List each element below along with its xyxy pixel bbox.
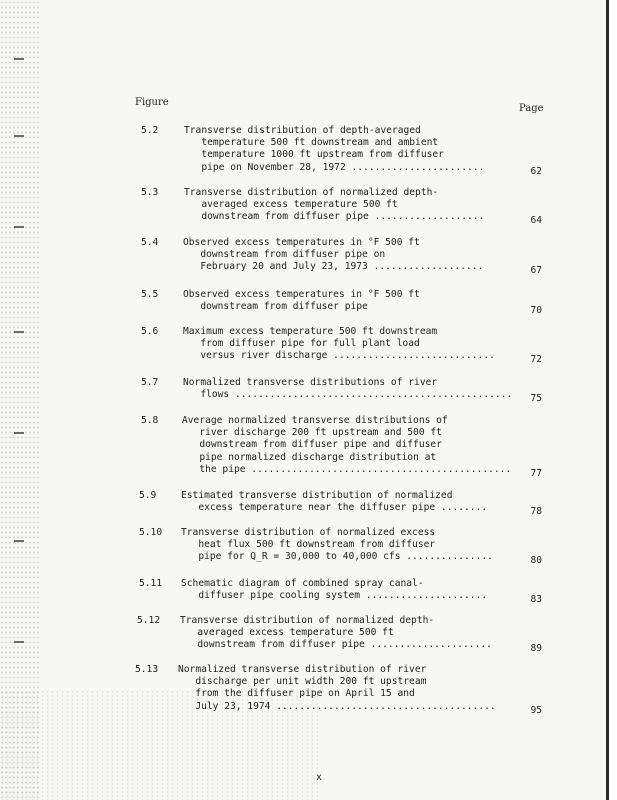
- figure-page-number: 72: [530, 354, 542, 366]
- figure-title-line: Maximum excess temperature 500 ft downstream: [183, 326, 438, 337]
- figure-page-number: 89: [530, 643, 542, 655]
- figure-title-line: heat flux 500 ft downstream from diffuser: [181, 539, 436, 551]
- page-edge-line: [606, 0, 609, 800]
- figure-title-line: pipe on November 28, 1972 .......................: [184, 161, 485, 173]
- figure-number: 5.8: [141, 415, 159, 426]
- figure-title: [183, 289, 420, 313]
- binding-mark: [14, 432, 24, 434]
- binding-mark: [14, 135, 24, 137]
- figure-title-line: pipe normalized discharge distribution at: [182, 451, 437, 463]
- figure-title-line: averaged excess temperature 500 ft: [184, 199, 398, 211]
- figure-number: 5.9: [139, 490, 157, 501]
- figure-number: 5.5: [141, 289, 159, 300]
- figure-title-line: downstream from diffuser pipe .....................: [180, 639, 492, 651]
- figure-page-number: 95: [530, 704, 542, 716]
- figure-title-line: Transverse distribution of depth-averaged: [184, 125, 421, 136]
- figure-title-line: downstream from diffuser pipe and diffuser: [182, 439, 442, 451]
- binding-mark: [14, 58, 24, 60]
- figure-title: [181, 527, 493, 564]
- binding-mark: [14, 641, 24, 643]
- figure-page-number: 67: [530, 265, 542, 277]
- figure-title-line: temperature 1000 ft upstream from diffuser: [184, 149, 444, 161]
- figure-number: 5.2: [141, 125, 159, 136]
- figure-number: 5.7: [141, 377, 159, 388]
- figure-title: [180, 615, 492, 652]
- figure-title-line: Normalized transverse distributions of river: [183, 377, 438, 388]
- figure-title: [182, 415, 511, 476]
- figure-title-line: Estimated transverse distribution of normalized: [181, 490, 453, 501]
- figure-title-line: averaged excess temperature 500 ft: [180, 627, 394, 639]
- figure-title-line: temperature 500 ft downstream and ambient: [184, 137, 439, 149]
- figure-page-number: 64: [530, 215, 542, 227]
- figure-title: [183, 237, 483, 274]
- figure-title-line: Observed excess temperatures in °F 500 ft: [183, 237, 420, 248]
- page-column-header: Page: [519, 103, 544, 114]
- figure-title: [178, 664, 496, 713]
- figure-page-number: 70: [530, 305, 542, 317]
- figure-title-line: from diffuser pipe for full plant load: [183, 338, 420, 350]
- figure-title-line: downstream from diffuser pipe on: [183, 249, 386, 261]
- figure-title-line: downstream from diffuser pipe ...................: [184, 211, 485, 223]
- scan-noise: [0, 0, 40, 800]
- figure-page-number: 78: [530, 506, 542, 518]
- figure-number: 5.11: [139, 578, 163, 589]
- figure-title-line: the pipe .............................................: [182, 463, 512, 475]
- figure-title: [183, 326, 495, 363]
- figure-title-line: discharge per unit width 200 ft upstream: [178, 676, 427, 688]
- figure-title-line: Transverse distribution of normalized depth-: [184, 187, 439, 198]
- figure-number: 5.4: [141, 237, 159, 248]
- figure-number: 5.6: [141, 326, 159, 337]
- figure-title: [184, 187, 484, 224]
- figure-page-number: 75: [530, 393, 542, 405]
- figure-title: [183, 377, 512, 401]
- figure-number: 5.13: [135, 664, 159, 675]
- figure-title-line: February 20 and July 23, 1973 ...................: [183, 261, 484, 273]
- binding-mark: [14, 331, 24, 333]
- figure-title-line: from the diffuser pipe on April 15 and: [178, 688, 415, 700]
- figure-number: 5.10: [139, 527, 163, 538]
- figure-title-line: Transverse distribution of normalized depth-: [180, 615, 435, 626]
- figure-title-line: Average normalized transverse distributions of: [182, 415, 448, 426]
- figure-number: 5.3: [141, 187, 159, 198]
- figure-title-line: Schematic diagram of combined spray canal-: [181, 578, 424, 589]
- figure-title-line: July 23, 1974 ......................................: [178, 700, 496, 712]
- figure-page-number: 83: [530, 594, 542, 606]
- figure-title-line: excess temperature near the diffuser pipe ........: [181, 502, 488, 514]
- figure-title-line: Observed excess temperatures in °F 500 ft: [183, 289, 420, 300]
- binding-mark: [14, 226, 24, 228]
- figure-title-line: diffuser pipe cooling system .....................: [181, 590, 488, 602]
- figure-title: [184, 125, 484, 174]
- figure-title-line: Normalized transverse distribution of river: [178, 664, 427, 675]
- figure-title-line: pipe for Q_R = 30,000 to 40,000 cfs ...............: [181, 551, 493, 563]
- figure-page-number: 80: [530, 555, 542, 567]
- page-number: x: [316, 772, 323, 783]
- figure-title-line: flows ................................................: [183, 389, 513, 401]
- figure-title-line: downstream from diffuser pipe: [183, 301, 368, 313]
- figure-title-line: river discharge 200 ft upstream and 500 ft: [182, 427, 442, 439]
- figure-title-line: versus river discharge ............................: [183, 350, 495, 362]
- binding-mark: [14, 540, 24, 542]
- figure-title-line: Transverse distribution of normalized excess: [181, 527, 436, 538]
- figure-page-number: 62: [530, 165, 542, 177]
- figure-column-header: Figure: [135, 97, 169, 108]
- figure-title: [181, 578, 487, 602]
- figure-page-number: 77: [530, 467, 542, 479]
- figure-title: [181, 490, 487, 514]
- figure-number: 5.12: [137, 615, 161, 626]
